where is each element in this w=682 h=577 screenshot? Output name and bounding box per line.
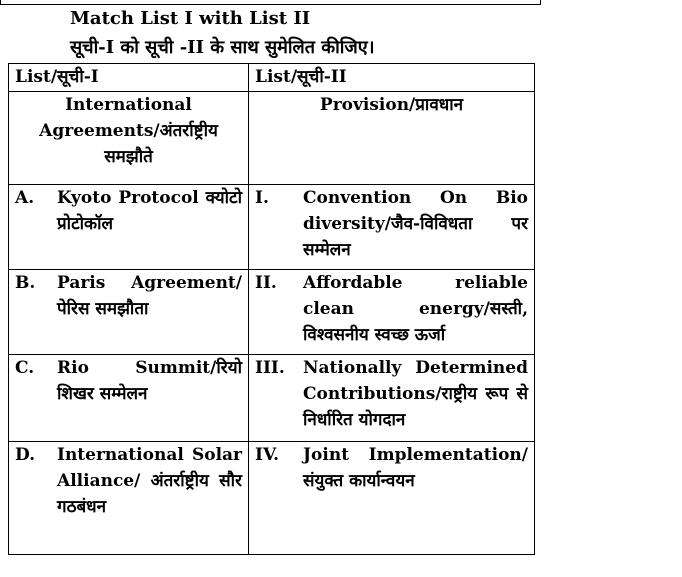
item-text: Rio Summit/रियो शिखर सम्मेलन (57, 358, 242, 404)
table-row (9, 185, 535, 270)
item-marker: II. (255, 273, 277, 293)
list-2-item-iii (249, 355, 535, 442)
item-marker: IV. (255, 445, 280, 465)
table-header-row (9, 64, 535, 92)
item-text: Paris Agreement/ पेरिस समझौता (57, 273, 242, 319)
list-2-item-i (249, 185, 535, 270)
item-marker: D. (15, 445, 36, 465)
table-row (9, 355, 535, 442)
item-marker: I. (255, 188, 269, 208)
item-text: Affordable reliable clean energy/सस्ती, विश्वसनीय स्वच्छ ऊर्जा (303, 273, 528, 345)
top-border-rule (0, 0, 541, 5)
list-2-item-ii (249, 270, 535, 355)
item-text: International Solar Alliance/ अंतर्राष्ट्रीय सौर गठबंधन (57, 445, 242, 517)
list-1-item-c (9, 355, 249, 442)
item-text: Joint Implementation/ संयुक्त कार्यान्वयन (303, 445, 528, 491)
list-2-item-iv (249, 442, 535, 555)
item-marker: C. (15, 358, 35, 378)
list-1-item-d (9, 442, 249, 555)
column-header-list-1: List/सूची-I (9, 64, 249, 92)
list-1-item-a (9, 185, 249, 270)
item-marker: A. (15, 188, 35, 208)
item-text: Kyoto Protocol क्योटो प्रोटोकॉल (57, 188, 242, 234)
match-table (8, 63, 535, 555)
table-subheader-row (9, 92, 535, 185)
column-header-list-2: List/सूची-II (249, 64, 535, 92)
subheader-provision: Provision/प्रावधान (249, 92, 535, 185)
heading-english: Match List I with List II (70, 8, 311, 29)
item-text: Convention On Bio diversity/जैव-विविधता पर सम्मेलन (303, 188, 528, 260)
subheader-international-agreements: International Agreements/अंतर्राष्ट्रीय समझौते (9, 92, 249, 185)
heading-hindi: सूची-I को सूची -II के साथ सुमेलित कीजिए। (70, 37, 375, 58)
item-marker: III. (255, 358, 285, 378)
item-marker: B. (15, 273, 36, 293)
table-row (9, 442, 535, 555)
list-1-item-b (9, 270, 249, 355)
item-text: Nationally Determined Contributions/राष्ट्रीय रूप से निर्धारित योगदान (303, 358, 528, 430)
table-row (9, 270, 535, 355)
